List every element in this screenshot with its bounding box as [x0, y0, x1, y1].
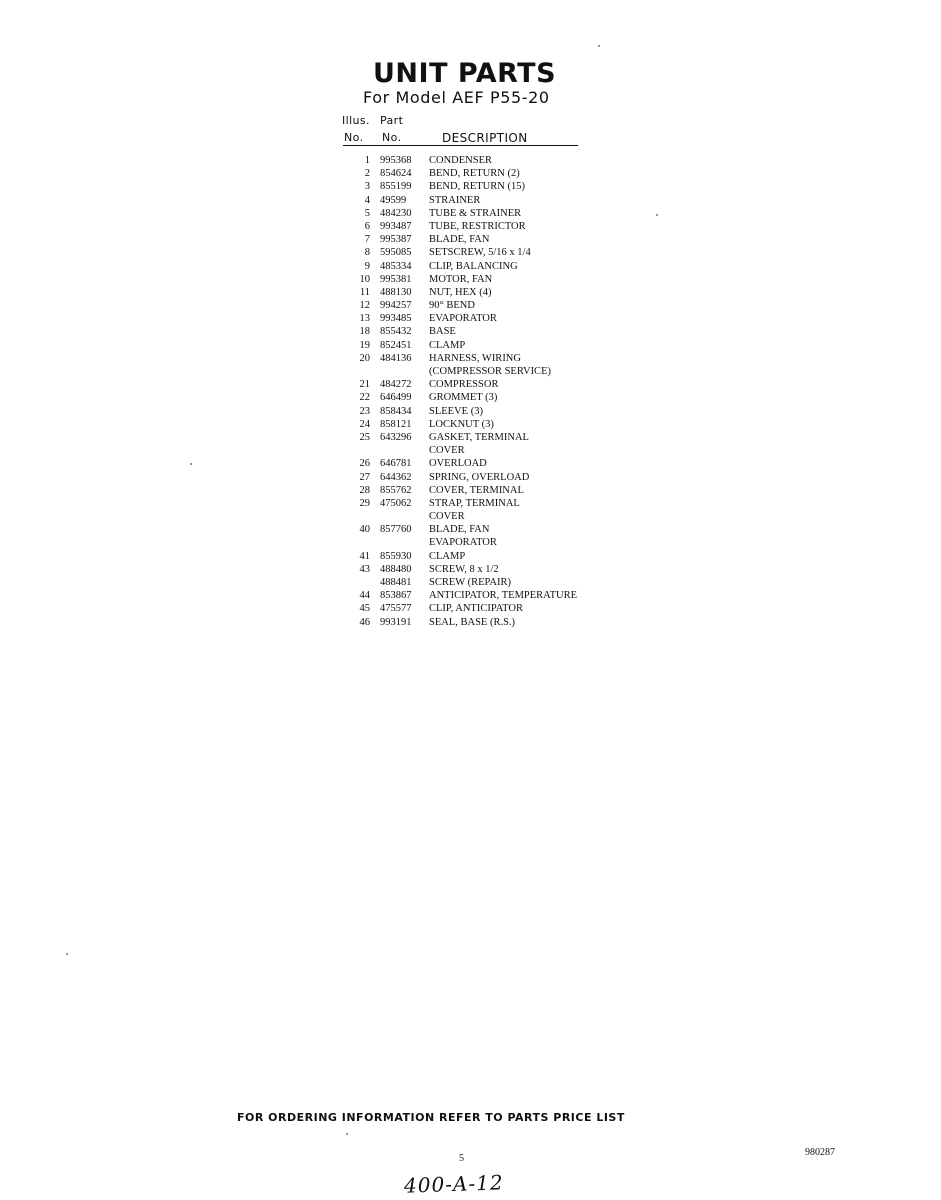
illus-number: 13: [359, 313, 370, 325]
illus-number: 28: [359, 484, 370, 496]
part-row: [340, 352, 620, 365]
illus-number: [340, 510, 370, 523]
part-description: HARNESS, WIRING: [429, 352, 521, 364]
part-description: SETSCREW, 5/16 x 1/4: [429, 247, 531, 259]
part-row: [340, 339, 620, 352]
part-description: COMPRESSOR: [429, 379, 499, 391]
part-number: 595085: [380, 247, 412, 259]
illus-number: 12: [359, 300, 370, 312]
part-description: BLADE, FAN: [429, 524, 490, 536]
part-description: SCREW (REPAIR): [429, 577, 511, 588]
part-row: [340, 589, 620, 602]
part-description: TUBE, RESTRICTOR: [429, 220, 526, 232]
part-row: [340, 286, 620, 299]
part-number: 995368: [380, 155, 412, 166]
part-description: SLEEVE (3): [429, 405, 483, 417]
part-row: [340, 325, 620, 338]
illus-number: 44: [359, 590, 370, 602]
illus-number: 26: [359, 458, 370, 470]
illus-number: 20: [359, 352, 370, 364]
part-number: 857760: [380, 524, 412, 536]
part-number: 855199: [380, 181, 412, 193]
handwritten-note: 400-A-12: [403, 1170, 504, 1198]
part-number: 855930: [380, 550, 412, 562]
part-description: BEND, RETURN (2): [429, 168, 520, 180]
part-row: [340, 167, 620, 180]
part-number: 49599: [380, 194, 407, 206]
illus-number: 40: [359, 524, 370, 536]
part-description: STRAINER: [429, 194, 481, 206]
part-number: 994257: [380, 300, 412, 312]
part-number: 646499: [380, 392, 412, 404]
document-code: 980287: [805, 1147, 835, 1158]
part-row: [340, 497, 620, 510]
part-description: BASE: [429, 326, 456, 338]
part-number: 853867: [380, 590, 412, 602]
part-number: 484272: [380, 379, 412, 391]
part-description: BEND, RETURN (15): [429, 181, 525, 193]
part-row: [340, 418, 620, 431]
part-number: 993485: [380, 313, 412, 325]
column-header-illus-top: Illus.: [342, 114, 370, 127]
part-description: COVER, TERMINAL: [429, 484, 524, 496]
part-description: BLADE, FAN: [429, 234, 490, 246]
illus-number: 5: [364, 207, 370, 219]
part-row: [340, 576, 620, 589]
part-row: [340, 471, 620, 484]
part-number: [370, 365, 429, 378]
part-number: 475062: [380, 497, 412, 509]
illus-number: 25: [359, 431, 370, 443]
illus-number: 41: [359, 550, 370, 562]
column-header-part-no: No.: [382, 131, 402, 144]
part-description: CLIP, ANTICIPATOR: [429, 603, 523, 615]
scan-speck: [346, 1133, 348, 1135]
part-row: [340, 536, 620, 549]
part-row: [340, 207, 620, 220]
illus-number: 46: [359, 616, 370, 628]
part-row: [340, 233, 620, 246]
part-row: [340, 523, 620, 536]
part-description: EVAPORATOR: [429, 313, 497, 325]
part-row: [340, 194, 620, 207]
scan-speck: [598, 45, 600, 47]
illus-number: 6: [364, 220, 370, 232]
part-description: ANTICIPATOR, TEMPERATURE: [429, 590, 577, 602]
part-description: CLAMP: [429, 550, 466, 562]
part-number: 995381: [380, 273, 412, 285]
illus-number: 8: [364, 247, 370, 259]
part-description: OVERLOAD: [429, 458, 487, 470]
part-row: [340, 365, 620, 378]
header-divider: [343, 145, 578, 146]
part-number: 488130: [380, 286, 412, 298]
part-description: EVAPORATOR: [429, 537, 497, 549]
part-number: 993191: [380, 616, 412, 628]
part-description: CLAMP: [429, 339, 466, 351]
illus-number: 10: [359, 273, 370, 285]
part-row: [340, 484, 620, 497]
part-description: COVER: [429, 445, 465, 457]
illus-number: 3: [364, 181, 370, 193]
part-number: 858121: [380, 418, 412, 430]
part-description: 90° BEND: [429, 300, 475, 312]
part-description: SCREW, 8 x 1/2: [429, 563, 499, 575]
illus-number: 7: [364, 234, 370, 246]
part-row: [340, 431, 620, 444]
part-row: [340, 405, 620, 418]
part-description: COVER: [429, 511, 465, 523]
part-number: 855432: [380, 326, 412, 338]
part-description: CLIP, BALANCING: [429, 260, 518, 272]
part-row: [340, 246, 620, 259]
part-number: 488481: [380, 577, 412, 588]
part-number: 484230: [380, 207, 412, 219]
part-row: [340, 220, 620, 233]
parts-list: [340, 154, 620, 629]
part-description: TUBE & STRAINER: [429, 207, 522, 219]
part-number: 852451: [380, 339, 412, 351]
illus-number: 24: [359, 418, 370, 430]
part-description: (COMPRESSOR SERVICE): [429, 366, 551, 377]
part-number: 643296: [380, 431, 412, 443]
part-row: [340, 550, 620, 563]
illus-number: 9: [364, 260, 370, 272]
part-row: [340, 602, 620, 615]
illus-number: 45: [359, 603, 370, 615]
illus-number: [340, 536, 370, 549]
part-row: [340, 299, 620, 312]
column-header-part-top: Part: [380, 114, 404, 127]
part-description: LOCKNUT (3): [429, 418, 494, 430]
model-subtitle: For Model AEF P55-20: [363, 88, 550, 107]
part-row: [340, 563, 620, 576]
part-description: NUT, HEX (4): [429, 286, 492, 298]
part-number: [370, 444, 429, 457]
part-description: MOTOR, FAN: [429, 273, 493, 285]
illus-number: 4: [364, 194, 370, 206]
part-number: 854624: [380, 168, 412, 180]
part-number: 855762: [380, 484, 412, 496]
illus-number: 21: [359, 379, 370, 391]
part-number: 485334: [380, 260, 412, 272]
illus-number: 18: [359, 326, 370, 338]
scan-speck: [190, 463, 192, 465]
part-row: [340, 154, 620, 167]
illus-number: 43: [359, 563, 370, 575]
part-row: [340, 616, 620, 629]
part-row: [340, 391, 620, 404]
page-number: 5: [459, 1153, 464, 1164]
part-row: [340, 180, 620, 193]
illus-number: [340, 365, 370, 378]
ordering-info-note: FOR ORDERING INFORMATION REFER TO PARTS PRICE LIST: [237, 1111, 625, 1124]
illus-number: 1: [364, 155, 370, 166]
part-description: STRAP, TERMINAL: [429, 497, 520, 509]
part-number: 858434: [380, 405, 412, 417]
part-number: 484136: [380, 352, 412, 364]
illus-number: [340, 444, 370, 457]
scan-speck: [656, 214, 658, 216]
part-number: 644362: [380, 471, 412, 483]
part-row: [340, 378, 620, 391]
part-row: [340, 457, 620, 470]
part-row: [340, 260, 620, 273]
page-title: UNIT PARTS: [373, 58, 557, 89]
illus-number: 22: [359, 392, 370, 404]
illus-number: 2: [364, 168, 370, 180]
part-description: SPRING, OVERLOAD: [429, 471, 530, 483]
part-row: [340, 510, 620, 523]
part-number: [370, 536, 429, 549]
part-row: [340, 444, 620, 457]
part-number: 993487: [380, 220, 412, 232]
illus-number: 29: [359, 497, 370, 509]
illus-number: 23: [359, 405, 370, 417]
column-header-illus-no: No.: [344, 131, 364, 144]
part-number: [370, 510, 429, 523]
part-description: GROMMET (3): [429, 392, 498, 404]
part-description: SEAL, BASE (R.S.): [429, 616, 516, 628]
part-row: [340, 273, 620, 286]
part-description: CONDENSER: [429, 155, 493, 166]
part-number: 475577: [380, 603, 412, 615]
scan-speck: [66, 953, 68, 955]
illus-number: 11: [359, 286, 370, 298]
column-header-description: DESCRIPTION: [442, 131, 528, 145]
illus-number: 19: [359, 339, 370, 351]
part-row: [340, 312, 620, 325]
part-description: GASKET, TERMINAL: [429, 431, 529, 443]
part-number: 995387: [380, 234, 412, 246]
illus-number: 27: [359, 471, 370, 483]
part-number: 488480: [380, 563, 412, 575]
part-number: 646781: [380, 458, 412, 470]
illus-number: [340, 576, 370, 589]
